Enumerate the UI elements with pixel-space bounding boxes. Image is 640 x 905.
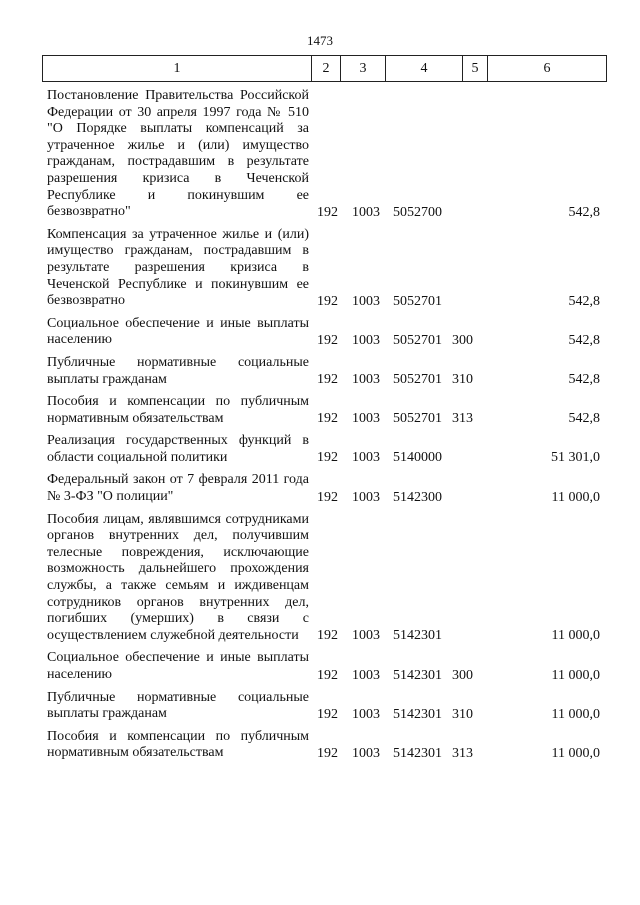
column-header-table — [42, 55, 607, 82]
row-name: Федеральный закон от 7 февраля 2011 года № 3-ФЗ "О полиции" — [47, 472, 309, 505]
column-header-1: 1 — [43, 56, 312, 82]
row-section-code: 1003 — [352, 332, 380, 348]
row-section-code: 1003 — [352, 745, 380, 761]
row-section-code: 1003 — [352, 706, 380, 722]
row-name: Пособия лицам, являвшимся сотрудниками органов внутренних дел, получившим телесные повреждения, исключающие возможность дальнейшего прохождения службы, а также семьям и иждивенцам сотрудников органов внутренних дел, погибших (умерших) в связи с осуществлением служебной деятельности — [47, 511, 309, 643]
column-header-4: 4 — [386, 56, 463, 82]
row-amount: 542,8 — [568, 411, 600, 427]
row-target-article: 5142301 — [393, 706, 442, 722]
row-grbs-code: 192 — [317, 204, 338, 220]
budget-rows — [47, 88, 602, 768]
column-header-3: 3 — [341, 56, 386, 82]
row-amount: 51 301,0 — [551, 450, 600, 466]
row-name: Социальное обеспечение и иные выплаты населению — [47, 315, 309, 348]
row-name: Пособия и компенсации по публичным нормативным обязательствам — [47, 728, 309, 761]
row-values — [47, 449, 602, 466]
table-row — [47, 472, 602, 505]
row-target-article: 5052701 — [393, 372, 442, 388]
row-amount: 542,8 — [568, 372, 600, 388]
row-amount: 11 000,0 — [551, 706, 600, 722]
row-grbs-code: 192 — [317, 489, 338, 505]
row-amount: 11 000,0 — [551, 489, 600, 505]
row-values — [47, 667, 602, 684]
row-name: Компенсация за утраченное жилье и (или) имущество гражданам, пострадавшим в результате разрешения кризиса в Чеченской Республике и покинувшим ее безвозвратно — [47, 226, 309, 309]
row-section-code: 1003 — [352, 489, 380, 505]
row-name: Постановление Правительства Российской Федерации от 30 апреля 1997 года № 510 "О Порядке выплаты компенсаций за утраченное жилье и (или) имущество гражданам, пострадавшим в результате разрешения кризиса в Чеченской Республике и покинувшим ее безвозвратно" — [47, 88, 309, 220]
row-grbs-code: 192 — [317, 293, 338, 309]
row-expense-type: 313 — [452, 745, 473, 761]
row-section-code: 1003 — [352, 372, 380, 388]
row-values — [47, 371, 602, 388]
row-grbs-code: 192 — [317, 332, 338, 348]
row-values — [47, 745, 602, 762]
row-name: Публичные нормативные социальные выплаты гражданам — [47, 354, 309, 387]
column-header-6: 6 — [488, 56, 607, 82]
row-name: Публичные нормативные социальные выплаты гражданам — [47, 689, 309, 722]
row-amount: 11 000,0 — [551, 745, 600, 761]
row-target-article: 5052701 — [393, 332, 442, 348]
row-amount: 542,8 — [568, 293, 600, 309]
row-target-article: 5142301 — [393, 667, 442, 683]
row-expense-type: 313 — [452, 411, 473, 427]
row-values — [47, 293, 602, 310]
row-amount: 11 000,0 — [551, 667, 600, 683]
row-target-article: 5142301 — [393, 628, 442, 644]
row-section-code: 1003 — [352, 628, 380, 644]
row-expense-type: 310 — [452, 372, 473, 388]
row-grbs-code: 192 — [317, 372, 338, 388]
column-header-5: 5 — [463, 56, 488, 82]
row-section-code: 1003 — [352, 293, 380, 309]
row-amount: 11 000,0 — [551, 628, 600, 644]
table-row — [47, 88, 602, 221]
row-section-code: 1003 — [352, 667, 380, 683]
row-section-code: 1003 — [352, 450, 380, 466]
table-row — [47, 227, 602, 310]
row-values — [47, 627, 602, 644]
table-row — [47, 650, 602, 683]
column-header-row — [43, 56, 607, 82]
table-row — [47, 433, 602, 466]
row-name: Пособия и компенсации по публичным нормативным обязательствам — [47, 394, 309, 426]
row-target-article: 5052701 — [393, 411, 442, 427]
row-grbs-code: 192 — [317, 450, 338, 466]
row-amount: 542,8 — [568, 204, 600, 220]
row-values — [47, 204, 602, 221]
table-row — [47, 690, 602, 723]
row-target-article: 5052701 — [393, 293, 442, 309]
row-values — [47, 332, 602, 349]
table-row — [47, 729, 602, 762]
row-grbs-code: 192 — [317, 706, 338, 722]
row-expense-type: 300 — [452, 667, 473, 683]
row-target-article: 5052700 — [393, 204, 442, 220]
table-row — [47, 355, 602, 388]
row-target-article: 5142300 — [393, 489, 442, 505]
table-row — [47, 316, 602, 349]
row-expense-type: 300 — [452, 332, 473, 348]
row-values — [47, 489, 602, 506]
row-grbs-code: 192 — [317, 411, 338, 427]
row-grbs-code: 192 — [317, 667, 338, 683]
row-target-article: 5140000 — [393, 450, 442, 466]
row-values — [47, 706, 602, 723]
row-grbs-code: 192 — [317, 745, 338, 761]
column-header-2: 2 — [312, 56, 341, 82]
table-row — [47, 394, 602, 427]
row-expense-type: 310 — [452, 706, 473, 722]
row-grbs-code: 192 — [317, 628, 338, 644]
table-row — [47, 512, 602, 645]
row-name: Социальное обеспечение и иные выплаты населению — [47, 650, 309, 682]
row-values — [47, 410, 602, 427]
row-amount: 542,8 — [568, 332, 600, 348]
row-section-code: 1003 — [352, 204, 380, 220]
row-target-article: 5142301 — [393, 745, 442, 761]
row-section-code: 1003 — [352, 411, 380, 427]
row-name: Реализация государственных функций в области социальной политики — [47, 433, 309, 465]
page-number: 1473 — [307, 33, 333, 48]
